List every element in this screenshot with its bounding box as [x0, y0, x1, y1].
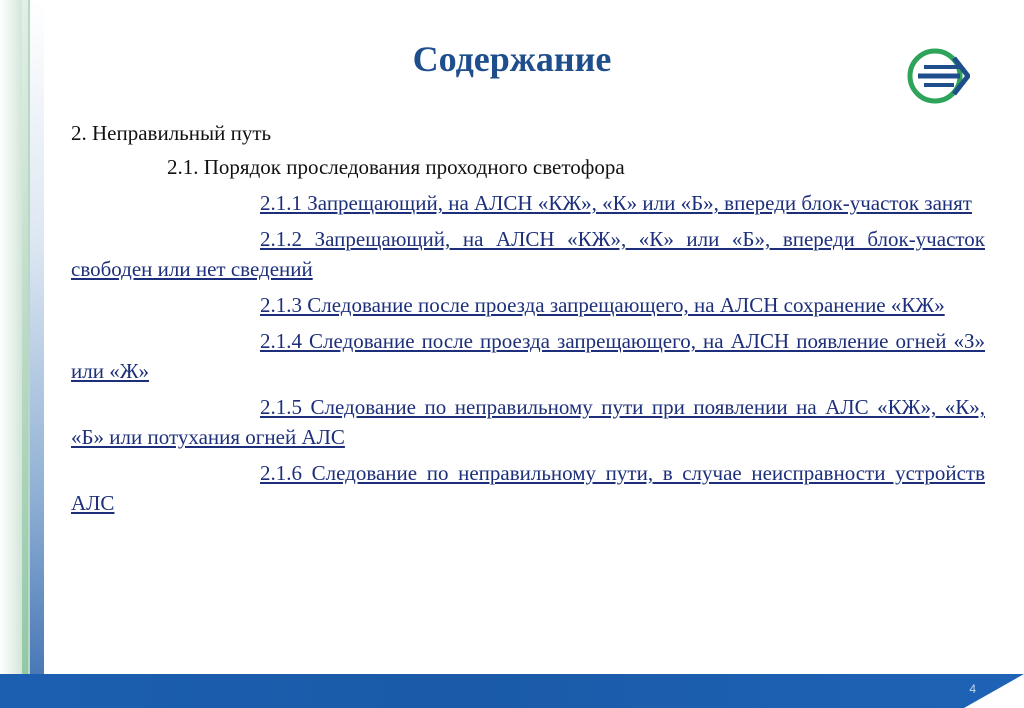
left-decor-bar [0, 0, 44, 708]
subsection-heading: 2.1. Порядок проследования проходного светофора [167, 155, 625, 179]
list-item [71, 458, 985, 518]
list-item [71, 290, 985, 320]
list-item [71, 188, 985, 218]
contents-list [71, 118, 985, 518]
list-item [71, 326, 985, 386]
list-item [71, 224, 985, 284]
footer-band [0, 674, 1024, 708]
toc-link-2-1-3[interactable]: 2.1.3 Следование после проезда запрещающего, на АЛСН сохранение «КЖ» [260, 293, 945, 317]
toc-link-2-1-1[interactable]: 2.1.1 Запрещающий, на АЛСН «КЖ», «К» или «Б», впереди блок-участок занят [260, 191, 972, 215]
railway-logo-icon [904, 46, 970, 106]
toc-link-2-1-5[interactable]: 2.1.5 Следование по неправильному пути при появлении на АЛС «КЖ», «К», «Б» или потухания огней АЛС [71, 395, 985, 449]
toc-link-2-1-4[interactable]: 2.1.4 Следование после проезда запрещающего, на АЛСН появление огней «З» или «Ж» [71, 329, 985, 383]
toc-link-2-1-2[interactable]: 2.1.2 Запрещающий, на АЛСН «КЖ», «К» или «Б», впереди блок-участок свободен или нет сведений [71, 227, 985, 281]
left-green-stripe [22, 0, 28, 708]
section-heading: 2. Неправильный путь [71, 121, 272, 145]
slide-title: Содержание [412, 39, 612, 79]
list-item [71, 392, 985, 452]
left-blue-stripe [30, 0, 44, 708]
toc-link-2-1-6[interactable]: 2.1.6 Следование по неправильному пути, в случае неисправности устройств АЛС [71, 461, 985, 515]
slide-number: 4 [969, 682, 976, 696]
